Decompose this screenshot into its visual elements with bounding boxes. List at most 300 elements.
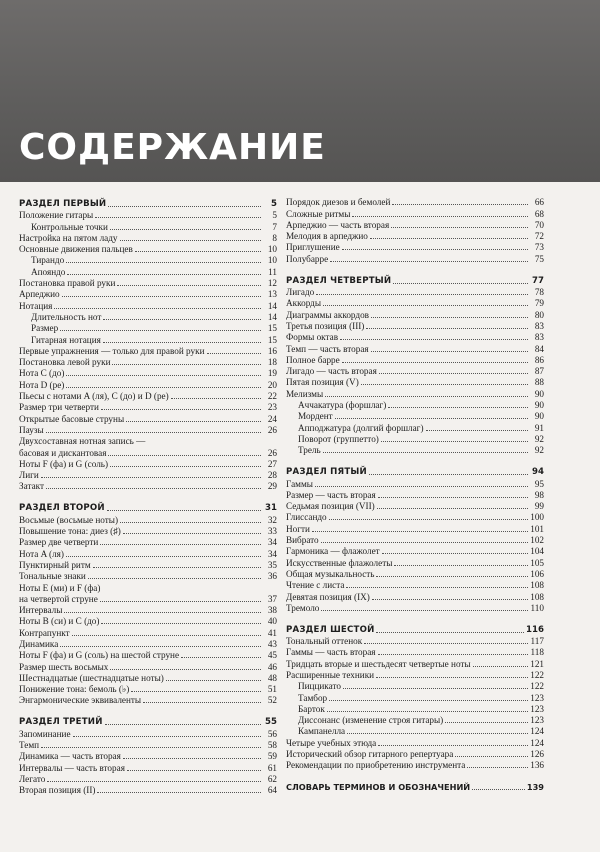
toc-entry[interactable] — [19, 412, 277, 423]
page-number: 24 — [261, 414, 277, 424]
page-number: 16 — [261, 346, 277, 356]
toc-entry[interactable] — [19, 469, 277, 480]
section-heading[interactable] — [19, 500, 277, 513]
toc-entry[interactable] — [19, 604, 277, 615]
toc-entry[interactable] — [19, 435, 277, 446]
toc-entry[interactable] — [19, 581, 277, 592]
section-heading[interactable] — [286, 464, 544, 477]
dot-leader — [60, 330, 261, 331]
dot-leader — [46, 432, 261, 433]
page-number: 73 — [528, 242, 544, 252]
entry-title: Пиццикато — [298, 681, 341, 692]
dot-leader — [467, 767, 528, 768]
dot-leader — [120, 240, 261, 241]
entry-title: Нота D (ре) — [19, 379, 65, 390]
dot-leader — [392, 204, 528, 205]
toc-entry[interactable] — [19, 390, 277, 401]
dot-leader — [473, 666, 528, 667]
entry-title: Динамика — часть вторая — [19, 751, 121, 762]
toc-entry[interactable] — [19, 367, 277, 378]
toc-entry[interactable] — [19, 277, 277, 288]
entry-title: Размер две четверти — [19, 537, 99, 548]
entry-title: Приглушение — [286, 242, 340, 253]
page-number: 45 — [261, 650, 277, 660]
dot-leader — [66, 375, 261, 376]
toc-entry[interactable] — [286, 657, 544, 668]
page-number: 32 — [261, 515, 277, 525]
entry-title: Исторический обзор гитарного репертуара — [286, 749, 454, 760]
toc-entry[interactable] — [286, 522, 544, 533]
toc-entry[interactable] — [286, 477, 544, 488]
toc-entry[interactable] — [19, 547, 277, 558]
toc-entry[interactable] — [286, 500, 544, 511]
page-number: 14 — [261, 312, 277, 322]
entry-title: Открытые басовые струны — [19, 413, 125, 424]
page-number: 123 — [528, 715, 544, 725]
dot-leader — [352, 216, 528, 217]
toc-entry[interactable] — [286, 196, 544, 207]
dot-leader — [108, 455, 261, 456]
toc-subentry[interactable] — [286, 691, 544, 702]
toc-entry[interactable] — [19, 424, 277, 435]
entry-title: Размер три четверти — [19, 402, 99, 413]
entry-title: Нотация — [19, 300, 53, 311]
dot-leader — [316, 294, 528, 295]
page-number: 10 — [261, 255, 277, 265]
entry-title: РАЗДЕЛ ВТОРОЙ — [19, 503, 105, 514]
toc-subentry[interactable] — [286, 680, 544, 691]
entry-title: Легато — [19, 773, 46, 784]
toc-entry[interactable] — [286, 230, 544, 241]
toc-subentry[interactable] — [19, 322, 277, 333]
dot-leader — [376, 632, 524, 633]
entry-title: Лигадо — часть вторая — [286, 366, 377, 377]
page-number: 91 — [528, 423, 544, 433]
dot-leader — [321, 542, 528, 543]
page-number: 100 — [528, 512, 544, 522]
toc-entry[interactable] — [19, 750, 277, 761]
toc-entry[interactable] — [19, 649, 277, 660]
entry-title: Тремоло — [286, 602, 320, 613]
entry-title: Интервалы — часть вторая — [19, 762, 125, 773]
toc-entry[interactable] — [286, 241, 544, 252]
page-number: 11 — [261, 267, 277, 277]
page-number: 27 — [261, 459, 277, 469]
toc-entry[interactable] — [19, 638, 277, 649]
toc-entry[interactable] — [19, 446, 277, 457]
page-number: 62 — [261, 774, 277, 784]
entry-title: Мордент — [298, 411, 333, 422]
toc-subentry[interactable] — [286, 433, 544, 444]
toc-entry[interactable] — [286, 219, 544, 230]
entry-title: Контрапункт — [19, 627, 70, 638]
toc-entry[interactable] — [19, 626, 277, 637]
entry-title: Ноты B (си) и C (до) — [19, 616, 100, 627]
toc-entry[interactable] — [286, 534, 544, 545]
page-number: 94 — [528, 467, 544, 477]
toc-entry[interactable] — [286, 635, 544, 646]
toc-entry[interactable] — [19, 288, 277, 299]
dot-leader — [64, 612, 261, 613]
entry-title: Ноты F (фа) и G (соль) — [19, 458, 109, 469]
toc-entry[interactable] — [286, 320, 544, 331]
dot-leader — [371, 351, 528, 352]
dot-leader — [47, 781, 261, 782]
toc-entry[interactable] — [19, 593, 277, 604]
dot-leader — [97, 792, 261, 793]
toc-entry[interactable] — [19, 345, 277, 356]
entry-title: РАЗДЕЛ ПЕРВЫЙ — [19, 199, 107, 209]
page-number: 90 — [528, 389, 544, 399]
entry-title: Полубарре — [286, 253, 329, 264]
dot-leader — [329, 700, 528, 701]
page-number: 15 — [261, 335, 277, 345]
entry-title: Тональные знаки — [19, 571, 86, 582]
entry-title: Шестнадцатые (шестнадцатые ноты) — [19, 672, 164, 683]
entry-title: Диссонанс (изменение строя гитары) — [298, 715, 444, 726]
dot-leader — [370, 238, 528, 239]
page-number: 126 — [528, 749, 544, 759]
entry-title: Затакт — [19, 481, 45, 492]
toc-entry[interactable] — [19, 660, 277, 671]
page-number: 14 — [261, 301, 277, 311]
toc-entry[interactable] — [19, 243, 277, 254]
dot-leader — [103, 342, 261, 343]
toc-entry[interactable] — [286, 748, 544, 759]
page-number: 64 — [261, 785, 277, 795]
toc-entry[interactable] — [19, 559, 277, 570]
page-number: 22 — [261, 391, 277, 401]
toc-entry[interactable] — [286, 489, 544, 500]
dot-leader — [93, 567, 261, 568]
toc-subentry[interactable] — [286, 703, 544, 714]
toc-entry[interactable] — [286, 602, 544, 613]
page-number: 101 — [528, 524, 544, 534]
entry-title: Полное барре — [286, 354, 340, 365]
entry-title: Расширенные техники — [286, 669, 375, 680]
toc-entry[interactable] — [286, 207, 544, 218]
entry-title: Вторая позиция (II) — [19, 785, 96, 796]
dot-leader — [378, 654, 528, 655]
entry-title: басовая и дискантовая — [19, 447, 107, 458]
page-number: 72 — [528, 231, 544, 241]
toc-subentry[interactable] — [286, 444, 544, 455]
toc-entry[interactable] — [19, 727, 277, 738]
entry-title: Арпеджио — [19, 289, 60, 300]
dot-leader — [455, 756, 528, 757]
dot-leader — [329, 519, 528, 520]
dot-leader — [369, 474, 528, 475]
page-number: 55 — [261, 717, 277, 727]
toc-entry[interactable] — [19, 480, 277, 491]
entry-title: Основные движения пальцев — [19, 244, 133, 255]
dot-leader — [372, 599, 528, 600]
page-number: 122 — [528, 681, 544, 691]
entry-title: Формы октав — [286, 332, 339, 343]
page-number: 36 — [261, 571, 277, 581]
toc-entry[interactable] — [286, 387, 544, 398]
entry-title: Гаммы — часть вторая — [286, 647, 376, 658]
dot-leader — [166, 680, 261, 681]
page-number: 90 — [528, 400, 544, 410]
toc-entry[interactable] — [286, 646, 544, 657]
page-number: 7 — [261, 222, 277, 232]
page-number: 43 — [261, 639, 277, 649]
dot-leader — [66, 262, 261, 263]
dot-leader — [126, 421, 261, 422]
page-number: 123 — [528, 693, 544, 703]
page-number: 75 — [528, 254, 544, 264]
dot-leader — [108, 206, 261, 207]
dot-leader — [127, 770, 261, 771]
entry-title: Размер — [31, 323, 59, 334]
entry-title: на четвертой струне — [19, 593, 98, 604]
glossary-heading[interactable] — [286, 779, 544, 792]
toc-entry[interactable] — [19, 761, 277, 772]
toc-entry[interactable] — [19, 356, 277, 367]
toc-entry[interactable] — [286, 365, 544, 376]
dot-leader — [378, 497, 528, 498]
page-number: 90 — [528, 411, 544, 421]
entry-title: Аччакатура (форшлаг) — [298, 400, 387, 411]
dot-leader — [101, 623, 261, 624]
entry-title: Пятая позиция (V) — [286, 377, 359, 388]
toc-subentry[interactable] — [286, 421, 544, 432]
page-number: 5 — [261, 199, 277, 209]
toc-subentry[interactable] — [286, 725, 544, 736]
section-heading[interactable] — [19, 196, 277, 209]
entry-title: Ногти — [286, 523, 310, 534]
page-number: 56 — [261, 729, 277, 739]
page-number: 83 — [528, 321, 544, 331]
toc-subentry[interactable] — [286, 410, 544, 421]
toc-entry[interactable] — [286, 736, 544, 747]
toc-subentry[interactable] — [286, 399, 544, 410]
dot-leader — [88, 578, 261, 579]
page-number: 124 — [528, 726, 544, 736]
toc-entry[interactable] — [19, 378, 277, 389]
dot-leader — [135, 251, 261, 252]
dot-leader — [330, 261, 528, 262]
entry-title: Гармоника — флажолет — [286, 546, 380, 557]
page-number: 34 — [261, 537, 277, 547]
dot-leader — [315, 486, 528, 487]
dot-leader — [107, 510, 261, 511]
dot-leader — [472, 789, 525, 790]
page-number: 38 — [261, 605, 277, 615]
toc-entry[interactable] — [19, 773, 277, 784]
page-number: 29 — [261, 481, 277, 491]
entry-title: Тональный оттенок — [286, 636, 363, 647]
toc-left-column — [19, 196, 277, 795]
entry-title: Мелодия в арпеджио — [286, 231, 368, 242]
dot-leader — [382, 553, 528, 554]
page-number: 78 — [528, 287, 544, 297]
page-number: 88 — [528, 377, 544, 387]
dot-leader — [54, 308, 261, 309]
entry-title: Ноты F (фа) и G (соль) на шестой струне — [19, 650, 180, 661]
entry-title: Гитарная нотация — [31, 334, 101, 345]
dot-leader — [62, 296, 261, 297]
page-number: 23 — [261, 402, 277, 412]
dot-leader — [131, 691, 261, 692]
entry-title: Поворот (группетто) — [298, 433, 379, 444]
toc-entry[interactable] — [286, 590, 544, 601]
toc-subentry[interactable] — [286, 714, 544, 725]
entry-title: Повышение тона: диез (♯) — [19, 526, 121, 537]
page-number: 122 — [528, 670, 544, 680]
dot-leader — [391, 227, 528, 228]
toc-entry[interactable] — [19, 513, 277, 524]
toc-entry[interactable] — [286, 511, 544, 522]
entry-title: Барток — [298, 703, 325, 714]
entry-title: Вибрато — [286, 535, 319, 546]
toc-entry[interactable] — [19, 683, 277, 694]
dot-leader — [343, 688, 528, 689]
section-spacer — [286, 455, 544, 464]
page-number: 5 — [261, 210, 277, 220]
page-number: 118 — [528, 647, 544, 657]
toc-entry[interactable] — [19, 458, 277, 469]
toc-subentry[interactable] — [19, 254, 277, 265]
toc-entry[interactable] — [19, 672, 277, 683]
dot-leader — [346, 587, 528, 588]
dot-leader — [73, 736, 261, 737]
toc-entry[interactable] — [19, 232, 277, 243]
dot-leader — [312, 531, 528, 532]
toc-entry[interactable] — [286, 308, 544, 319]
page-number: 79 — [528, 298, 544, 308]
toc-subentry[interactable] — [19, 333, 277, 344]
page-number: 84 — [528, 344, 544, 354]
dot-leader — [361, 384, 528, 385]
page-number: 110 — [528, 603, 544, 613]
toc-entry[interactable] — [19, 536, 277, 547]
page-number: 98 — [528, 490, 544, 500]
entry-title: Контрольные точки — [31, 221, 108, 232]
toc-entry[interactable] — [19, 784, 277, 795]
page-number: 15 — [261, 323, 277, 333]
toc-entry[interactable] — [286, 568, 544, 579]
entry-title: Ноты E (ми) и F (фа) — [19, 582, 101, 593]
toc-right-column — [286, 196, 544, 792]
page-number: 121 — [528, 659, 544, 669]
dot-leader — [335, 418, 528, 419]
entry-title: Восьмые (восьмые ноты) — [19, 514, 119, 525]
toc-entry[interactable] — [19, 299, 277, 310]
page-number: 46 — [261, 662, 277, 672]
dot-leader — [323, 305, 528, 306]
toc-entry[interactable] — [286, 759, 544, 770]
toc-entry[interactable] — [286, 286, 544, 297]
toc-entry[interactable] — [19, 525, 277, 536]
entry-title: Темп — [19, 740, 40, 751]
dot-leader — [381, 441, 528, 442]
dot-leader — [110, 669, 261, 670]
page-number: 58 — [261, 740, 277, 750]
dot-leader — [340, 339, 528, 340]
section-heading[interactable] — [19, 714, 277, 727]
page-number: 106 — [528, 569, 544, 579]
toc-entry[interactable] — [286, 376, 544, 387]
page-number: 139 — [526, 782, 544, 793]
dot-leader — [393, 283, 528, 284]
page-number: 35 — [261, 560, 277, 570]
toc-entry[interactable] — [19, 570, 277, 581]
dot-leader — [72, 635, 261, 636]
dot-leader — [378, 745, 528, 746]
page-number: 80 — [528, 310, 544, 320]
toc-entry[interactable] — [286, 556, 544, 567]
page-number: 102 — [528, 535, 544, 545]
toc-entry[interactable] — [286, 545, 544, 556]
toc-entry[interactable] — [286, 252, 544, 263]
dot-leader — [123, 533, 261, 534]
entry-title: Рекомендации по приобретению инструмента — [286, 760, 466, 771]
toc-entry[interactable] — [286, 342, 544, 353]
section-spacer — [286, 264, 544, 273]
entry-title: РАЗДЕЛ ШЕСТОЙ — [286, 624, 375, 635]
entry-title: Интервалы — [19, 605, 63, 616]
entry-title: Положение гитары — [19, 210, 94, 221]
toc-subentry[interactable] — [19, 265, 277, 276]
toc-entry[interactable] — [286, 669, 544, 680]
page-number: 92 — [528, 445, 544, 455]
toc-entry[interactable] — [286, 354, 544, 365]
toc-entry[interactable] — [19, 401, 277, 412]
entry-title: Тамбор — [298, 692, 328, 703]
page-number: 86 — [528, 355, 544, 365]
entry-title: Искусственные флажолеты — [286, 557, 393, 568]
entry-title: Гаммы — [286, 478, 313, 489]
toc-entry[interactable] — [19, 615, 277, 626]
toc-entry[interactable] — [286, 297, 544, 308]
dot-leader — [117, 285, 261, 286]
page-number: 123 — [528, 704, 544, 714]
entry-title: Пьесы с нотами A (ля), C (до) и D (ре) — [19, 391, 169, 402]
entry-title: Паузы — [19, 424, 44, 435]
page-number: 18 — [261, 357, 277, 367]
section-heading[interactable] — [286, 273, 544, 286]
toc-entry[interactable] — [19, 209, 277, 220]
toc-entry[interactable] — [286, 331, 544, 342]
page-number: 31 — [261, 503, 277, 513]
dot-leader — [95, 217, 261, 218]
dot-leader — [371, 317, 528, 318]
dot-leader — [100, 544, 261, 545]
toc-entry[interactable] — [286, 579, 544, 590]
entry-title: Арпеджио — часть вторая — [286, 219, 390, 230]
page-number: 105 — [528, 558, 544, 568]
dot-leader — [143, 702, 261, 703]
toc-subentry[interactable] — [19, 311, 277, 322]
toc-entry[interactable] — [19, 694, 277, 705]
entry-title: Лиги — [19, 470, 39, 481]
page-number: 87 — [528, 366, 544, 376]
dot-leader — [103, 319, 261, 320]
entry-title: Настройка на пятом ладу — [19, 232, 118, 243]
entry-title: Чтение с листа — [286, 580, 345, 591]
section-heading[interactable] — [286, 622, 544, 635]
page-number: 61 — [261, 763, 277, 773]
entry-title: Первые упражнения — только для правой руки — [19, 345, 205, 356]
dot-leader — [376, 677, 528, 678]
dot-leader — [66, 387, 261, 388]
toc-subentry[interactable] — [19, 220, 277, 231]
section-spacer — [286, 770, 544, 779]
toc-entry[interactable] — [19, 739, 277, 750]
section-spacer — [19, 491, 277, 500]
